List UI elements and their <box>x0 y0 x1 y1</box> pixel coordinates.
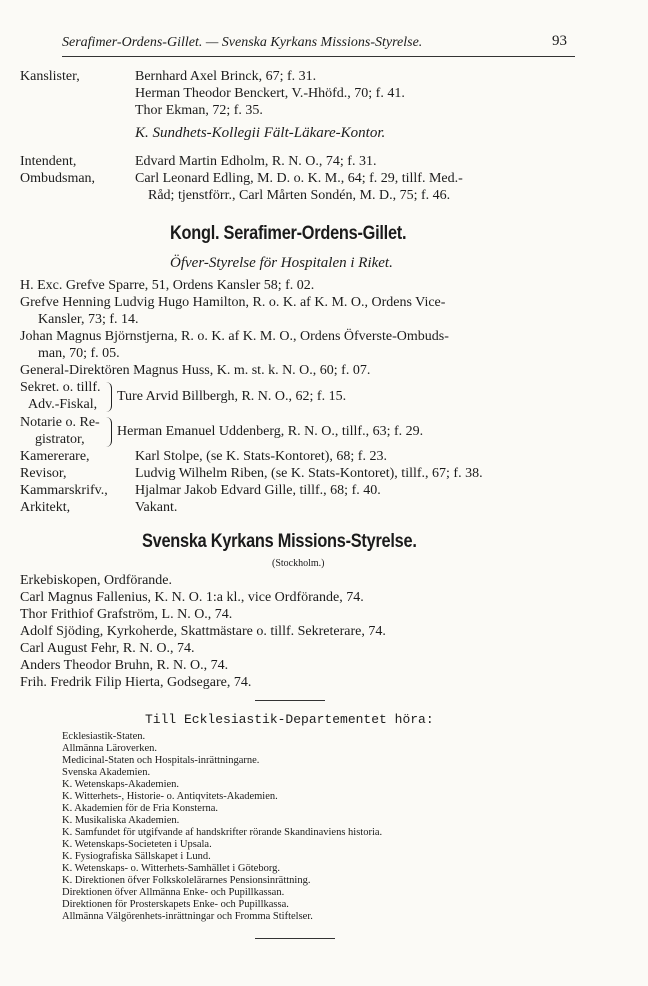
entry-label: gistrator, <box>35 432 85 447</box>
brace <box>105 382 112 412</box>
entry-label: Notarie o. Re- <box>20 415 100 430</box>
text-line: General-Direktören Magnus Huss, K. m. st. k. N. O., 60; f. 07. <box>20 363 371 378</box>
text-line: Carl Magnus Fallenius, K. N. O. 1:a kl., vice Ordförande, 74. <box>20 590 364 605</box>
section-heading: K. Sundhets-Kollegii Fält-Läkare-Kontor. <box>135 125 386 141</box>
entry-label: Kamererare, <box>20 449 90 464</box>
list-item: Direktionen öfver Allmänna Enke- och Pupillkassan. <box>62 887 285 898</box>
text-line: man, 70; f. 05. <box>38 346 120 361</box>
text-line: H. Exc. Grefve Sparre, 51, Ordens Kansler 58; f. 02. <box>20 278 315 293</box>
header-rule <box>62 56 575 57</box>
page-number: 93 <box>552 33 567 49</box>
entry-value: Bernhard Axel Brinck, 67; f. 31. <box>135 69 317 84</box>
section-rule <box>255 700 325 701</box>
text-line: Carl August Fehr, R. N. O., 74. <box>20 641 195 656</box>
entry-value: Herman Theodor Benckert, V.-Hhöfd., 70; f. 41. <box>135 86 405 101</box>
list-item: K. Direktionen öfver Folkskolelärarnes Pensionsinrättning. <box>62 875 311 886</box>
section-title-serafimer: Kongl. Serafimer-Ordens-Gillet. <box>170 223 407 244</box>
text-line: Grefve Henning Ludvig Hugo Hamilton, R. o. K. af K. M. O., Ordens Vice- <box>20 295 446 310</box>
text-line: Frih. Fredrik Filip Hierta, Godsegare, 74. <box>20 675 252 690</box>
list-item: Svenska Akademien. <box>62 767 151 778</box>
list-item: K. Fysiografiska Sällskapet i Lund. <box>62 851 211 862</box>
entry-value: Ture Arvid Billbergh, R. N. O., 62; f. 15. <box>117 389 347 404</box>
entry-value: Thor Ekman, 72; f. 35. <box>135 103 263 118</box>
text-line: Kansler, 73; f. 14. <box>38 312 139 327</box>
list-item: K. Wetenskaps-Societeten i Upsala. <box>62 839 212 850</box>
entry-label: Adv.-Fiskal, <box>28 397 98 412</box>
entry-label: Ombudsman, <box>20 171 96 186</box>
entry-value: Herman Emanuel Uddenberg, R. N. O., tillf., 63; f. 29. <box>117 424 424 439</box>
list-item: K. Akademien för de Fria Konsterna. <box>62 803 218 814</box>
section-subtitle: Öfver-Styrelse för Hospitalen i Riket. <box>170 255 393 271</box>
text-line: Anders Theodor Bruhn, R. N. O., 74. <box>20 658 229 673</box>
list-item: K. Witterhets-, Historie- o. Antiqvitets-Akademien. <box>62 791 278 802</box>
list-item: Direktionen för Prosterskapets Enke- och Pupillkassa. <box>62 899 289 910</box>
section-location: (Stockholm.) <box>272 558 325 569</box>
entry-value: Råd; tjenstförr., Carl Mårten Sondén, M. D., 75; f. 46. <box>148 188 451 203</box>
entry-label: Arkitekt, <box>20 500 71 515</box>
text-line: Johan Magnus Björnstjerna, R. o. K. af K. M. O., Ordens Öfverste-Ombuds- <box>20 329 449 344</box>
list-item: K. Wetenskaps-Akademien. <box>62 779 180 790</box>
entry-value: Hjalmar Jakob Edvard Gille, tillf., 68; f. 40. <box>135 483 381 498</box>
list-item: K. Musikaliska Akademien. <box>62 815 180 826</box>
entry-label: Kammarskrifv., <box>20 483 108 498</box>
text-line: Adolf Sjöding, Kyrkoherde, Skattmästare o. tillf. Sekreterare, 74. <box>20 624 386 639</box>
list-item: Ecklesiastik-Staten. <box>62 731 146 742</box>
list-item: Allmänna Läroverken. <box>62 743 158 754</box>
section-title-missions: Svenska Kyrkans Missions-Styrelse. <box>142 531 417 552</box>
entry-label: Intendent, <box>20 154 77 169</box>
entry-value: Carl Leonard Edling, M. D. o. K. M., 64; f. 29, tillf. Med.- <box>135 171 463 186</box>
entry-value: Karl Stolpe, (se K. Stats-Kontoret), 68; f. 23. <box>135 449 387 464</box>
list-item: K. Wetenskaps- o. Witterhets-Samhället i Göteborg. <box>62 863 281 874</box>
list-item: Medicinal-Staten och Hospitals-inrättningarne. <box>62 755 260 766</box>
end-rule <box>255 938 335 939</box>
entry-value: Ludvig Wilhelm Riben, (se K. Stats-Kontoret), tillf., 67; f. 38. <box>135 466 483 481</box>
brace <box>105 417 112 447</box>
entry-label: Kanslister, <box>20 69 80 84</box>
text-line: Thor Frithiof Grafström, L. N. O., 74. <box>20 607 233 622</box>
entry-value: Edvard Martin Edholm, R. N. O., 74; f. 31. <box>135 154 377 169</box>
entry-label: Sekret. o. tillf. <box>20 380 101 395</box>
entry-label: Revisor, <box>20 466 67 481</box>
text-line: Erkebiskopen, Ordförande. <box>20 573 173 588</box>
entry-value: Vakant. <box>135 500 178 515</box>
list-heading: Till Ecklesiastik-Departementet höra: <box>145 712 434 727</box>
list-item: Allmänna Välgörenhets-inrättningar och Fromma Stiftelser. <box>62 911 313 922</box>
running-header: Serafimer-Ordens-Gillet. — Svenska Kyrkans Missions-Styrelse. <box>62 35 423 50</box>
list-item: K. Samfundet för utgifvande af handskrifter rörande Skandinaviens historia. <box>62 827 383 838</box>
